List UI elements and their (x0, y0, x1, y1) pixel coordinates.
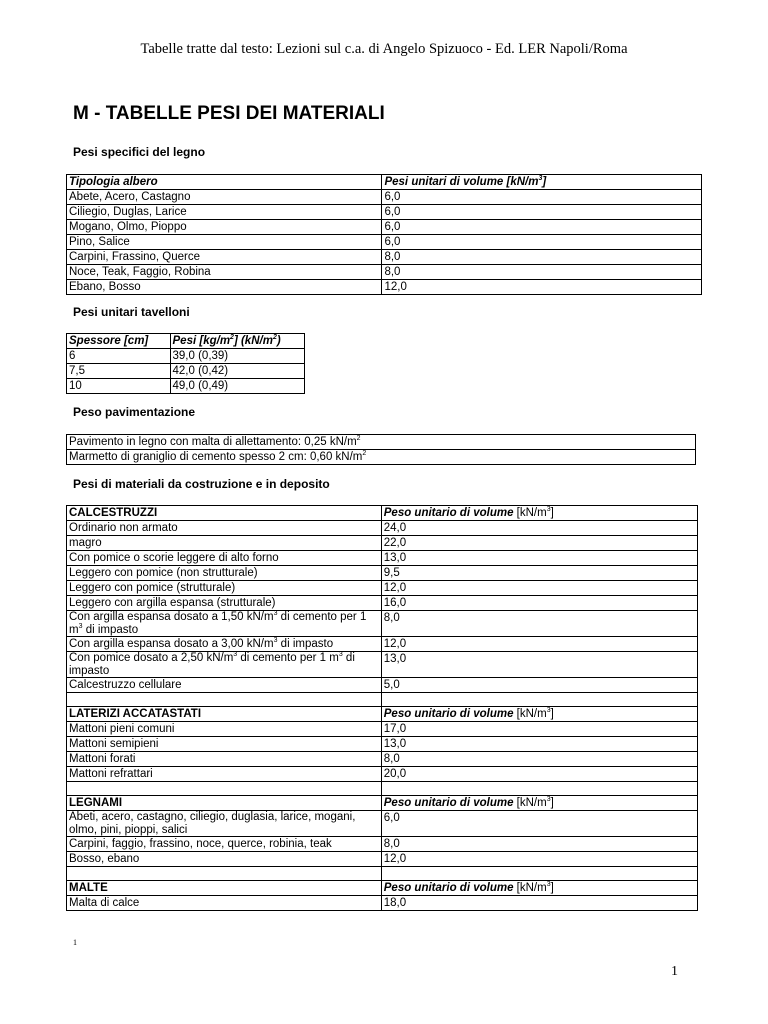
table-row (67, 752, 698, 767)
table-header-row (67, 334, 305, 349)
material-weight: 20,0 (381, 767, 697, 782)
material-name: Carpini, faggio, frassino, noce, querce, robinia, teak (67, 837, 382, 852)
material-weight: 8,0 (381, 752, 697, 767)
column-header-peso: Peso unitario di volume $[kN/m^3]$ (381, 707, 697, 722)
material-name: Con pomice o scorie leggere di alto forno (67, 551, 382, 566)
wood-weight: 12,0 (382, 280, 702, 295)
category-header-laterizi (67, 707, 698, 722)
table-row (67, 521, 698, 536)
table-row (67, 250, 702, 265)
wood-weight: 8,0 (382, 265, 702, 280)
table-row (67, 280, 702, 295)
material-name: Leggero con pomice (non strutturale) (67, 566, 382, 581)
wood-weight: 6,0 (382, 205, 702, 220)
category-label: CALCESTRUZZI (67, 506, 382, 521)
table-row (67, 349, 305, 364)
material-name: Leggero con pomice (strutturale) (67, 581, 382, 596)
material-name: Con pomice dosato a 2,50 $kN/m^3$ di cemento per 1 $m^3$ di impasto (67, 652, 382, 678)
table-row (67, 220, 702, 235)
table-row (67, 551, 698, 566)
table-row (67, 596, 698, 611)
table-legno (66, 174, 702, 295)
wood-weight: 6,0 (382, 220, 702, 235)
table-row (67, 190, 702, 205)
material-weight: 16,0 (381, 596, 697, 611)
material-name: Ordinario non armato (67, 521, 382, 536)
table-row (67, 611, 698, 637)
material-name: Leggero con argilla espansa (strutturale) (67, 596, 382, 611)
thickness: 7,5 (67, 364, 171, 379)
category-header-calcestruzzi (67, 506, 698, 521)
category-label: LEGNAMI (67, 796, 382, 811)
running-header: Tabelle tratte dal testo: Lezioni sul c.a. di Angelo Spizuoco - Ed. LER Napoli/Roma (140, 41, 628, 57)
table-row (67, 896, 698, 911)
column-header-spessore: Spessore [cm] (67, 334, 171, 349)
material-weight: 6,0 (381, 811, 697, 837)
section-heading-pavimentazione: Peso pavimentazione (73, 405, 196, 419)
table-row (67, 637, 698, 652)
section-heading-legno: Pesi specifici del legno (73, 145, 206, 159)
material-weight: 8,0 (381, 611, 697, 637)
floor-item: Marmetto di graniglio di cemento spesso 2 cm: 0,60 $kN/m^2$ (67, 450, 696, 465)
table-row (67, 379, 305, 394)
spacer-row (67, 693, 698, 707)
material-name: Mattoni pieni comuni (67, 722, 382, 737)
wood-type: Ciliegio, Duglas, Larice (67, 205, 382, 220)
material-weight: 24,0 (381, 521, 697, 536)
table-row (67, 235, 702, 250)
weight: 49,0 (0,49) (170, 379, 304, 394)
table-row (67, 737, 698, 752)
table-row (67, 581, 698, 596)
material-weight: 22,0 (381, 536, 697, 551)
material-name: Malta di calce (67, 896, 382, 911)
material-weight: 8,0 (381, 837, 697, 852)
wood-type: Carpini, Frassino, Querce (67, 250, 382, 265)
material-weight: 12,0 (381, 581, 697, 596)
material-weight: 18,0 (381, 896, 697, 911)
wood-type: Noce, Teak, Faggio, Robina (67, 265, 382, 280)
footnote-mark: 1 (73, 938, 77, 947)
table-row (67, 265, 702, 280)
material-name: Con argilla espansa dosato a 1,50 $kN/m^3$ di cemento per 1 $m^3$ di impasto (67, 611, 382, 637)
table-header-row (67, 175, 702, 190)
material-name: Calcestruzzo cellulare (67, 678, 382, 693)
material-weight: 5,0 (381, 678, 697, 693)
material-name: Con argilla espansa dosato a 3,00 $kN/m^3$ di impasto (67, 637, 382, 652)
material-weight: 12,0 (381, 637, 697, 652)
table-row (67, 652, 698, 678)
thickness: 6 (67, 349, 171, 364)
table-row (67, 435, 696, 450)
category-label: MALTE (67, 881, 382, 896)
table-row (67, 536, 698, 551)
floor-item: Pavimento in legno con malta di allettamento: 0,25 $kN/m^2$ (67, 435, 696, 450)
material-weight: 13,0 (381, 737, 697, 752)
page-title: M - TABELLE PESI DEI MATERIALI (73, 103, 385, 124)
wood-type: Ebano, Bosso (67, 280, 382, 295)
column-header-pesi: Pesi $[kg/m^2]$ $(kN/m^2)$ (170, 334, 304, 349)
material-name: Mattoni forati (67, 752, 382, 767)
weight: 42,0 (0,42) (170, 364, 304, 379)
column-header-peso: Peso unitario di volume $[kN/m^3]$ (381, 796, 697, 811)
table-row (67, 837, 698, 852)
category-label: LATERIZI ACCATASTATI (67, 707, 382, 722)
material-weight: 9,5 (381, 566, 697, 581)
material-weight: 17,0 (381, 722, 697, 737)
material-name: Abeti, acero, castagno, ciliegio, duglasia, larice, mogani, olmo, pini, pioppi, salici (67, 811, 382, 837)
material-name: Mattoni semipieni (67, 737, 382, 752)
table-row (67, 678, 698, 693)
category-header-malte (67, 881, 698, 896)
wood-weight: 6,0 (382, 235, 702, 250)
column-header-peso: Peso unitario di volume $[kN/m^3]$ (381, 881, 697, 896)
page-number: 1 (671, 964, 678, 979)
material-name: magro (67, 536, 382, 551)
material-weight: 13,0 (381, 551, 697, 566)
material-name: Mattoni refrattari (67, 767, 382, 782)
column-header-peso: Peso unitario di volume $[kN/m^3]$ (381, 506, 697, 521)
wood-weight: 8,0 (382, 250, 702, 265)
table-row (67, 767, 698, 782)
table-pavimentazione (66, 434, 696, 465)
column-header-tipologia: Tipologia albero (67, 175, 382, 190)
table-row (67, 811, 698, 837)
thickness: 10 (67, 379, 171, 394)
category-header-legnami (67, 796, 698, 811)
section-heading-materiali: Pesi di materiali da costruzione e in deposito (73, 477, 330, 491)
spacer-row (67, 867, 698, 881)
wood-weight: 6,0 (382, 190, 702, 205)
table-row (67, 722, 698, 737)
table-row (67, 450, 696, 465)
wood-type: Abete, Acero, Castagno (67, 190, 382, 205)
table-row (67, 205, 702, 220)
material-name: Bosso, ebano (67, 852, 382, 867)
column-header-pesi: Pesi unitari di volume $[kN/m^3]$ (382, 175, 702, 190)
weight: 39,0 (0,39) (170, 349, 304, 364)
table-row (67, 566, 698, 581)
table-materiali (66, 505, 698, 911)
wood-type: Pino, Salice (67, 235, 382, 250)
material-weight: 13,0 (381, 652, 697, 678)
wood-type: Mogano, Olmo, Pioppo (67, 220, 382, 235)
spacer-row (67, 782, 698, 796)
table-row (67, 364, 305, 379)
section-heading-tavelloni: Pesi unitari tavelloni (73, 305, 190, 319)
table-tavelloni (66, 333, 305, 394)
table-row (67, 852, 698, 867)
material-weight: 12,0 (381, 852, 697, 867)
